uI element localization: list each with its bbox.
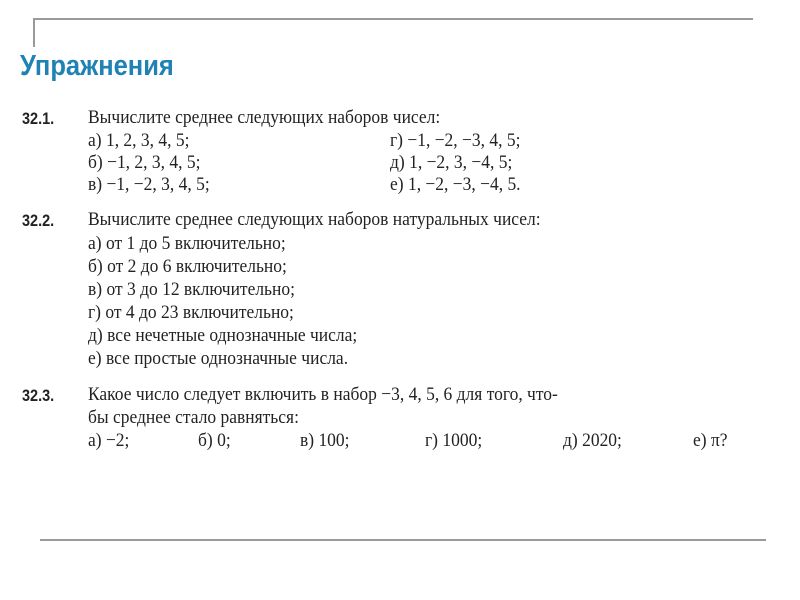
exercise-item: в) от 3 до 12 включительно; bbox=[88, 279, 295, 300]
exercise-item: а) от 1 до 5 включительно; bbox=[88, 233, 286, 254]
exercise-prompt: Вычислите среднее следующих наборов натуральных чисел: bbox=[88, 209, 541, 230]
page-title: Упражнения bbox=[20, 50, 174, 82]
exercise-item: е) π? bbox=[693, 430, 728, 451]
exercise-item: в) 100; bbox=[300, 430, 350, 451]
exercise-number: 32.1. bbox=[22, 109, 55, 128]
exercise-number: 32.2. bbox=[22, 211, 55, 230]
exercise-item: е) все простые однозначные числа. bbox=[88, 348, 349, 369]
exercise-item: б) от 2 до 6 включительно; bbox=[88, 256, 287, 277]
exercise-prompt-continued: бы среднее стало равняться: bbox=[88, 407, 299, 428]
left-rule bbox=[33, 18, 35, 47]
exercise-item: д) все нечетные однозначные числа; bbox=[88, 325, 358, 346]
exercise-item: б) 0; bbox=[198, 430, 231, 451]
top-rule bbox=[33, 18, 753, 20]
exercise-item: г) 1000; bbox=[425, 430, 483, 451]
bottom-rule bbox=[40, 539, 766, 541]
exercise-item: г) от 4 до 23 включительно; bbox=[88, 302, 294, 323]
exercise-prompt: Какое число следует включить в набор −3, 4, 5, 6 для того, что- bbox=[88, 384, 558, 405]
exercise-item: б) −1, 2, 3, 4, 5; bbox=[88, 152, 201, 173]
exercise-item: г) −1, −2, −3, 4, 5; bbox=[390, 130, 521, 151]
exercise-item: д) 2020; bbox=[563, 430, 622, 451]
exercise-item: д) 1, −2, 3, −4, 5; bbox=[390, 152, 513, 173]
exercise-item: е) 1, −2, −3, −4, 5. bbox=[390, 174, 521, 195]
exercise-item: а) −2; bbox=[88, 430, 130, 451]
exercise-item: а) 1, 2, 3, 4, 5; bbox=[88, 130, 190, 151]
exercise-item: в) −1, −2, 3, 4, 5; bbox=[88, 174, 210, 195]
exercise-number: 32.3. bbox=[22, 386, 55, 405]
exercise-prompt: Вычислите среднее следующих наборов чисел: bbox=[88, 107, 441, 128]
